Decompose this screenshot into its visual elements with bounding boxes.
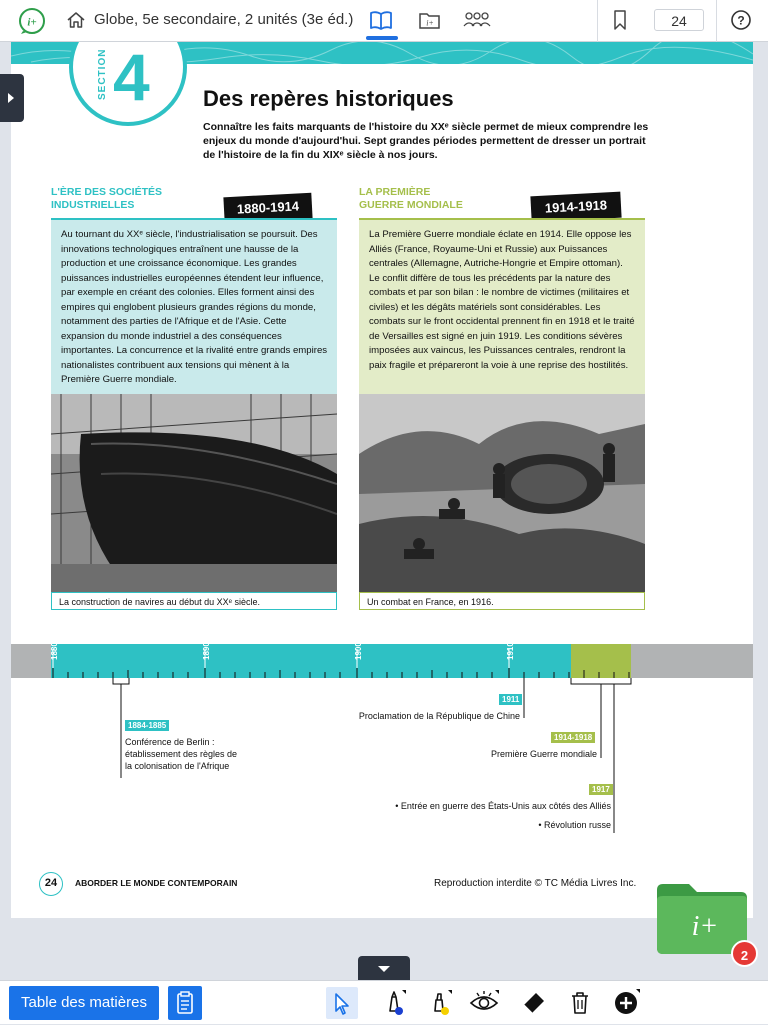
group-users-icon[interactable] xyxy=(463,9,491,31)
timeline-year-label: 1910 xyxy=(506,642,515,660)
active-tab-indicator xyxy=(366,36,398,40)
eye-icon xyxy=(468,987,502,1019)
side-panel-toggle[interactable] xyxy=(0,74,24,122)
toolbar-divider xyxy=(716,0,717,42)
pen-tool[interactable] xyxy=(378,987,410,1019)
pen-icon xyxy=(378,987,410,1019)
battle-photo xyxy=(359,394,645,592)
footer-copyright: Reproduction interdite © TC Média Livres Inc. xyxy=(434,878,637,889)
column-text-industrial: Au tournant du XXᵉ siècle, l'industrialisation se poursuit. Des innovations technologiques entraînent une hausse de la production et une croissance économique. Les grandes puissances industrielles européennes étendent leur influence, par exemple en créant des colonies. Elles forment ainsi des empires qui englobent plusieurs grandes régions du monde, notamment des parties de l'Afrique et de l'Asie. Cette expansion du monde industriel a des conséquences importantes. La concurrence et la rivalité entre grands empires nationalistes contribuent aux tensions qui mènent à la Première Guerre mondiale. xyxy=(51,220,337,394)
svg-text:i+: i+ xyxy=(27,16,37,29)
open-book-icon[interactable] xyxy=(369,9,393,31)
event-description: • Entrée en guerre des États-Unis aux côtés des Alliés • Révolution russe xyxy=(395,801,611,830)
event-description: Proclamation de la République de Chine xyxy=(358,711,520,721)
photo-caption: Un combat en France, en 1916. xyxy=(359,592,645,610)
toolbar-divider xyxy=(597,0,598,42)
bottom-toolbar xyxy=(0,980,768,1024)
plus-circle-icon xyxy=(610,987,642,1019)
event-date-badge: 1914-1918 xyxy=(551,732,595,743)
notes-clipboard-button[interactable] xyxy=(168,986,202,1020)
column-heading-industrial: L'ÈRE DES SOCIÉTÉS INDUSTRIELLES xyxy=(51,186,163,211)
add-tool[interactable] xyxy=(610,987,642,1019)
resources-folder-icon[interactable] xyxy=(418,9,442,31)
period-dates-tag: 1880-1914 xyxy=(223,193,312,224)
footer-book-section: ABORDER LE MONDE CONTEMPORAIN xyxy=(75,878,238,888)
page-title: Des repères historiques xyxy=(203,86,454,111)
photo-caption: La construction de navires au début du XXᵉ siècle. xyxy=(51,592,337,610)
toolbar-drawer-toggle[interactable] xyxy=(358,956,410,982)
select-pointer-tool[interactable] xyxy=(326,987,358,1019)
i-plus-logo-icon[interactable] xyxy=(18,7,46,35)
highlighter-icon xyxy=(424,987,456,1019)
book-title: Globe, 5e secondaire, 2 unités (3e éd.) xyxy=(94,11,354,28)
top-toolbar xyxy=(0,0,768,42)
delete-tool[interactable] xyxy=(564,987,596,1019)
bookmark-icon[interactable] xyxy=(610,9,630,31)
notification-badge: 2 xyxy=(731,940,758,967)
textbook-page xyxy=(11,42,753,918)
highlighter-tool[interactable] xyxy=(424,987,456,1019)
eraser-icon xyxy=(518,987,550,1019)
event-date-badge: 1917 xyxy=(589,784,613,795)
event-date-badge: 1884-1885 xyxy=(125,720,169,731)
cursor-arrow-icon xyxy=(326,987,358,1019)
reveal-mask-tool[interactable] xyxy=(468,987,500,1019)
trash-icon xyxy=(564,987,596,1019)
svg-text:?: ? xyxy=(737,13,745,28)
table-of-contents-button[interactable]: Table des matières xyxy=(9,986,159,1020)
event-description: Première Guerre mondiale xyxy=(490,749,597,759)
event-date-badge: 1911 xyxy=(499,694,522,705)
section-label: SECTION xyxy=(97,48,108,100)
svg-text:i+: i+ xyxy=(426,18,434,28)
intro-paragraph: Connaître les faits marquants de l'histoire du XXᵉ siècle permet de mieux comprendre les enjeux du monde d'aujourd'hui. Sept grandes périodes permettent de dresser un portrait de l'histoire de la fin du XIXᵉ siècle à nos jours. xyxy=(203,121,649,161)
column-text-wwi: La Première Guerre mondiale éclate en 1914. Elle oppose les Alliés (France, Royaume-Uni et Russie) aux Puissances centrales (Allemagne, Autriche-Hongrie et Empire ottoman). Le conflit diffère de tous les précédents par la nature des combats et par son bilan : le nombre de victimes (militaires et civiles) et les dégâts matériels sont considérables. Les combats sur le front occidental prennent fin en 1918 et le traité de Versailles est signé en juin 1919. Les conditions sévères imposées aux vaincus, les Puissances centrales, rendront la paix fragile et prépareront la voie à une reprise des hostilités. xyxy=(359,220,645,394)
shipbuilding-photo xyxy=(51,394,337,592)
event-description: Conférence de Berlin : établissement des règles de la colonisation de l'Afrique xyxy=(125,737,238,771)
timeline-year-label: 1890 xyxy=(202,642,211,660)
timeline-year-label: 1880 xyxy=(50,642,59,660)
timeline-year-label: 1900 xyxy=(354,642,363,660)
section-number: 4 xyxy=(113,42,150,114)
footer-page-number: 24 xyxy=(39,872,63,896)
page-number-input[interactable]: 24 xyxy=(654,9,704,31)
timeline-ticks xyxy=(11,644,753,678)
eraser-tool[interactable] xyxy=(518,987,550,1019)
svg-text:i+: i+ xyxy=(691,911,719,942)
clipboard-icon xyxy=(168,986,202,1020)
period-dates-tag: 1914-1918 xyxy=(530,192,621,223)
help-icon[interactable] xyxy=(730,9,752,31)
column-heading-wwi: LA PREMIÈRE GUERRE MONDIALE xyxy=(359,186,463,211)
home-icon[interactable] xyxy=(66,10,86,30)
